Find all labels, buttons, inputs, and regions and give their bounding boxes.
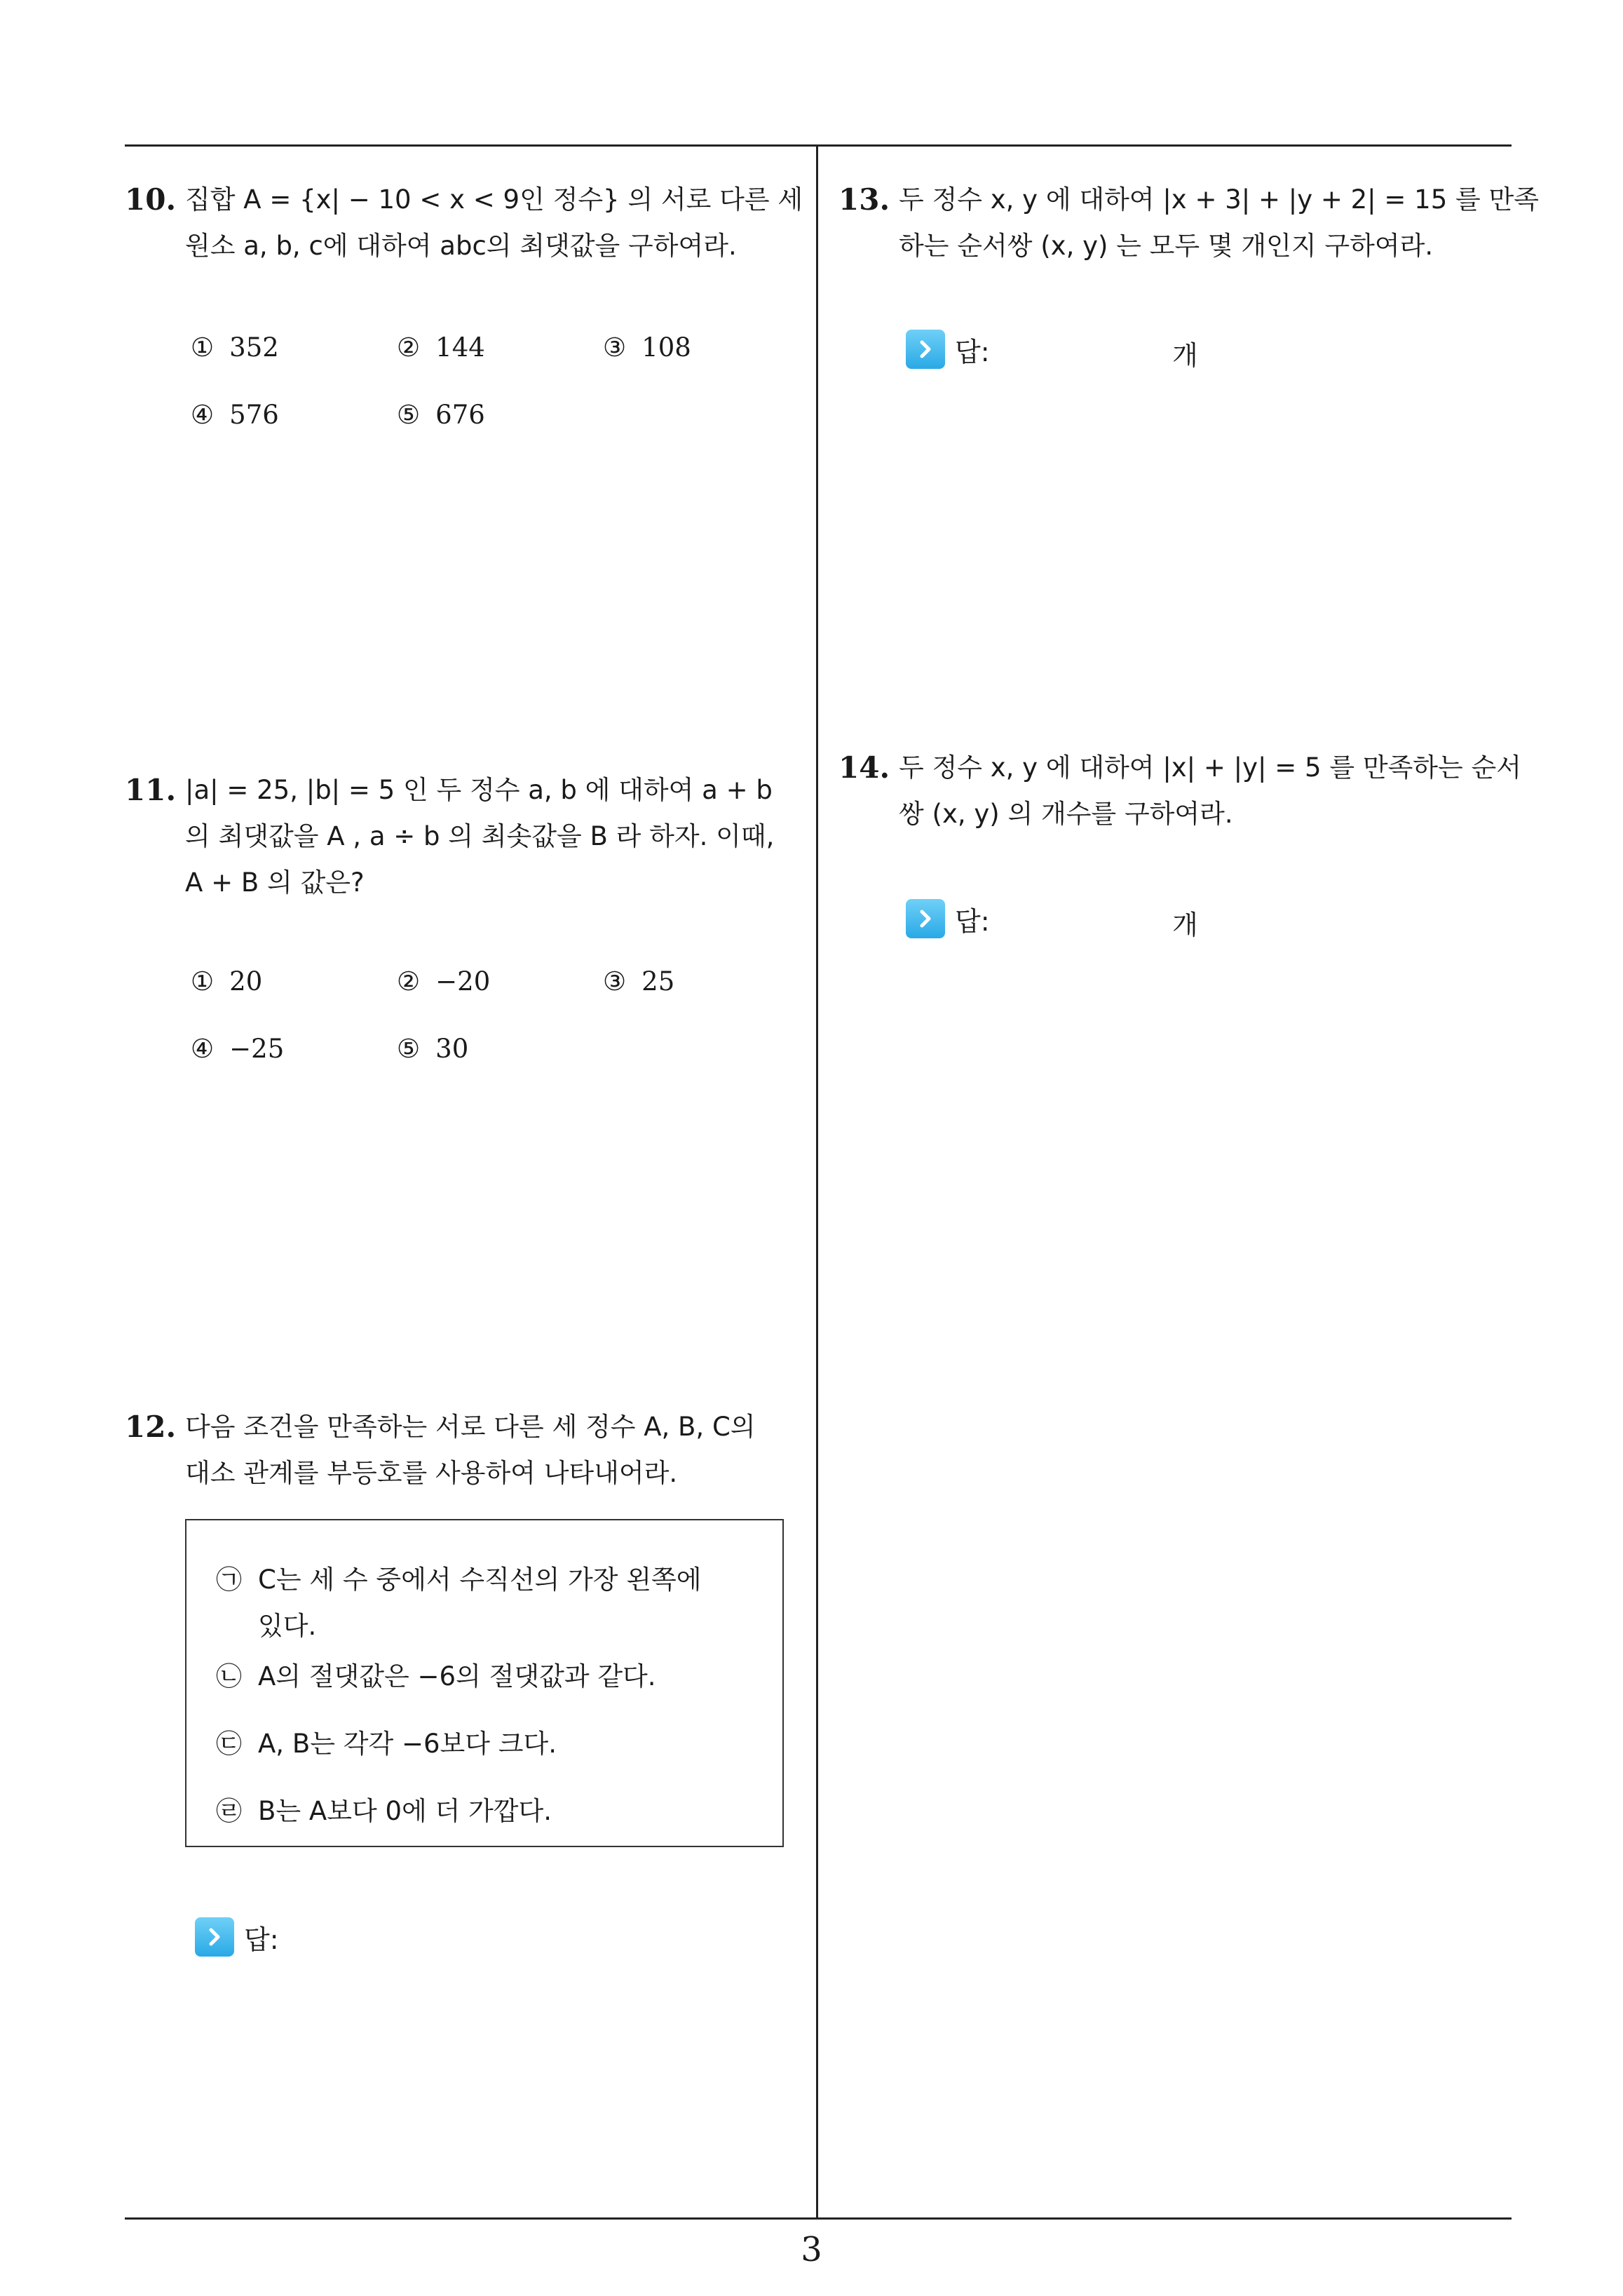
question-10 xyxy=(125,177,806,269)
question-text-line: 두 정수 x, y 에 대하여 |x + 3| + |y + 2| = 15 를 만족 xyxy=(899,184,1539,215)
choice-1[interactable]: ① 352 xyxy=(191,332,279,363)
condition-2: ㉡ A의 절댓값은 −6의 절댓값과 같다. xyxy=(216,1654,656,1700)
answer-unit: 개 xyxy=(1172,340,1198,371)
question-text-line: 다음 조건을 만족하는 서로 다른 세 정수 A, B, C의 xyxy=(185,1412,756,1442)
column-divider xyxy=(816,144,818,2220)
choice-2[interactable]: ② 144 xyxy=(397,332,485,363)
question-number: 10. xyxy=(125,182,177,217)
condition-4: ㉣ B는 A보다 0에 더 가깝다. xyxy=(216,1788,552,1835)
answer-label: 답: xyxy=(244,1924,279,1955)
answer-field-12[interactable] xyxy=(195,1917,279,1957)
chevron-right-icon xyxy=(906,330,945,369)
question-number: 14. xyxy=(838,750,890,785)
question-number: 12. xyxy=(125,1410,177,1444)
condition-1: ㉠ C는 세 수 중에서 수직선의 가장 왼쪽에 있다. xyxy=(216,1557,702,1649)
chevron-right-icon xyxy=(906,899,945,938)
condition-3: ㉢ A, B는 각각 −6보다 크다. xyxy=(216,1721,557,1767)
choice-5[interactable]: ⑤ 676 xyxy=(397,400,485,430)
answer-field-14[interactable] xyxy=(906,899,990,938)
choice-4[interactable]: ④ −25 xyxy=(191,1034,285,1064)
question-text-line: 쌍 (x, y) 의 개수를 구하여라. xyxy=(899,799,1233,829)
question-12 xyxy=(125,1404,806,1497)
question-text-line: 원소 a, b, c에 대하여 abc의 최댓값을 구하여라. xyxy=(185,231,737,261)
top-rule xyxy=(125,144,1512,147)
question-text-line: 대소 관계를 부등호를 사용하여 나타내어라. xyxy=(185,1458,678,1488)
question-11 xyxy=(125,767,806,906)
choice-4[interactable]: ④ 576 xyxy=(191,400,279,430)
question-14 xyxy=(838,745,1522,837)
question-number: 13. xyxy=(838,182,890,217)
question-text-line: 하는 순서쌍 (x, y) 는 모두 몇 개인지 구하여라. xyxy=(899,231,1434,261)
choice-2[interactable]: ② −20 xyxy=(397,966,491,997)
chevron-right-icon xyxy=(195,1917,234,1957)
choice-1[interactable]: ① 20 xyxy=(191,966,263,997)
question-13 xyxy=(838,177,1539,269)
choice-3[interactable]: ③ 25 xyxy=(603,966,675,997)
condition-marker: ㉣ xyxy=(216,1796,242,1826)
question-text-line: 두 정수 x, y 에 대하여 |x| + |y| = 5 를 만족하는 순서 xyxy=(899,752,1522,783)
condition-marker: ㉡ xyxy=(216,1661,242,1691)
question-number: 11. xyxy=(125,773,177,807)
bottom-rule xyxy=(125,2217,1512,2220)
answer-label: 답: xyxy=(955,905,990,937)
answer-label: 답: xyxy=(955,336,990,367)
condition-marker: ㉢ xyxy=(216,1729,242,1759)
condition-marker: ㉠ xyxy=(216,1565,242,1595)
page-number: 3 xyxy=(801,2230,822,2269)
question-text-line: A + B 의 값은? xyxy=(185,867,365,898)
question-text-line: 집합 A = {x| − 10 < x < 9인 정수} 의 서로 다른 세 xyxy=(185,184,803,215)
answer-unit: 개 xyxy=(1172,910,1198,940)
choice-3[interactable]: ③ 108 xyxy=(603,332,691,363)
conditions-box xyxy=(185,1519,784,1847)
choice-5[interactable]: ⑤ 30 xyxy=(397,1034,469,1064)
question-text-line: |a| = 25, |b| = 5 인 두 정수 a, b 에 대하여 a + b xyxy=(185,775,773,805)
question-text-line: 의 최댓값을 A , a ÷ b 의 최솟값을 B 라 하자. 이때, xyxy=(185,821,775,851)
answer-field-13[interactable] xyxy=(906,330,990,369)
